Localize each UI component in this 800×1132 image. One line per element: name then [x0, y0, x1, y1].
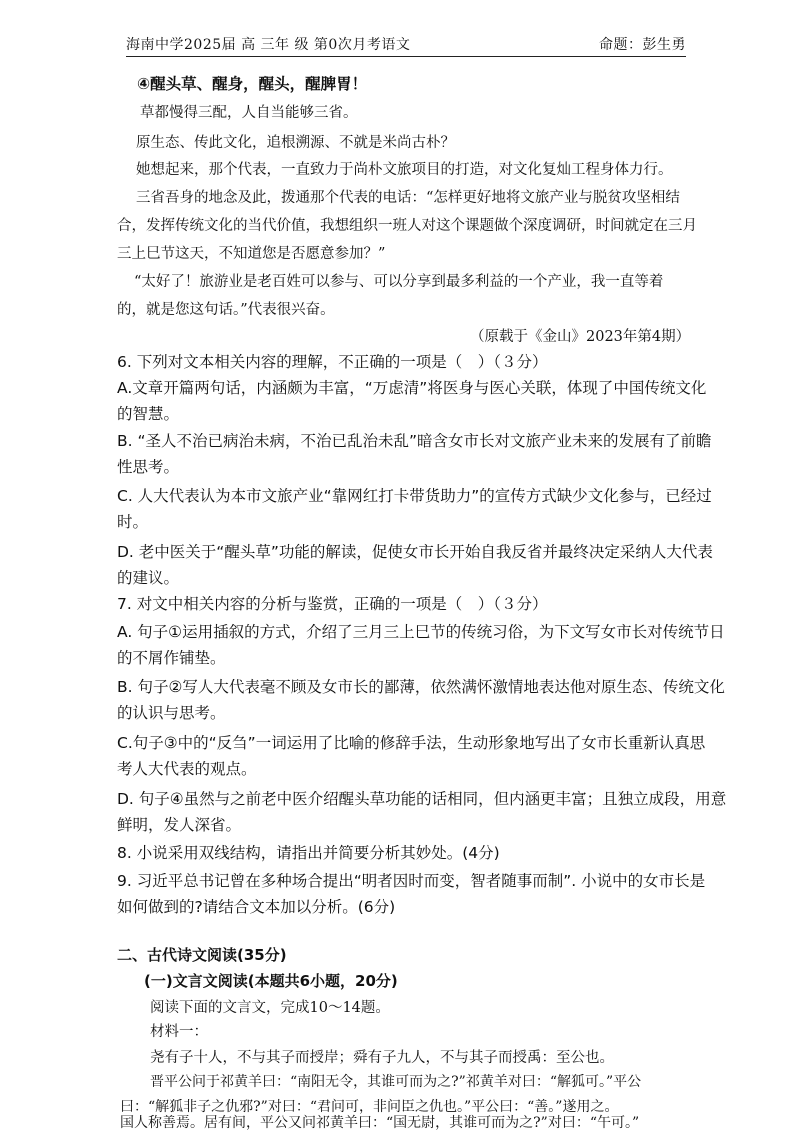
question-7-option-a-cont: 的不屑作铺垫。 — [117, 649, 226, 667]
question-6-option-b-cont: 性思考。 — [117, 458, 180, 476]
header-divider — [126, 56, 686, 57]
question-6-option-d: D. 老中医关于“醒头草”功能的解读，促使女市长开始自我反省并最终决定采纳人大代表 — [117, 543, 713, 561]
question-6-stem: 6. 下列对文本相关内容的理解，不正确的一项是（ ）（３分） — [117, 353, 548, 371]
story-line-9: 的，就是您这句话。”代表很兴奋。 — [117, 302, 335, 318]
question-6-option-a-cont: 的智慧。 — [117, 405, 180, 423]
question-6-option-c-cont: 时。 — [117, 513, 149, 531]
header-exam-title: 海南中学2025届 高 三年 级 第0次月考语文 — [126, 37, 411, 53]
reading-instruction: 阅读下面的文言文，完成10～14题。 — [150, 1000, 390, 1016]
question-7-stem: 7. 对文中相关内容的分析与鉴赏，正确的一项是（ ）（３分） — [117, 595, 548, 613]
question-9-cont: 如何做到的?请结合文本加以分析。(6分) — [117, 898, 396, 916]
story-line-3: 原生态、传此文化，追根溯源、不就是米尚古朴？ — [136, 135, 455, 151]
section-2-heading: 二、古代诗文阅读(35分) — [117, 946, 287, 964]
question-6-option-c: C. 人大代表认为本市文旅产业“靠网红打卡带货助力”的宣传方式缺少文化参与，已经过 — [117, 487, 712, 505]
story-line-5: 三省吾身的地念及此，拨通那个代表的电话：“怎样更好地将文旅产业与脱贫攻坚相结 — [136, 190, 680, 206]
question-7-option-b-cont: 的认识与思考。 — [117, 704, 226, 722]
story-line-7: 三上巳节这天，不知道您是否愿意参加？” — [117, 246, 386, 262]
story-line-1: ④醒头草、醒身，醒头，醒脾胃！ — [137, 75, 368, 93]
classical-line-1: 尧有子十人，不与其子而授岸；舜有子九人，不与其子而授禹：至公也。 — [150, 1050, 614, 1066]
question-6-option-b: B. “圣人不治已病治未病，不治已乱治未乱”暗含女市长对文旅产业未来的发展有了前瞻 — [117, 432, 712, 450]
question-6-option-a: A.文章开篇两句话，内涵颇为丰富，“万虑清”将医身与医心关联，体现了中国传统文化 — [117, 379, 707, 397]
question-7-option-c-cont: 考人大代表的观点。 — [117, 760, 257, 778]
source-note: （原载于《金山》2023年第4期） — [470, 329, 691, 345]
subsection-heading: (一)文言文阅读(本题共6小题，20分) — [144, 972, 398, 990]
story-line-2: 草都慢得三配，人自当能够三省。 — [140, 105, 358, 121]
question-7-option-d-cont: 鲜明，发人深省。 — [117, 816, 242, 834]
classical-line-3: 曰：“解狐非子之仇邪?”对曰：“君问可，非问臣之仇也。”平公曰：“善。”遂用之。 — [120, 1099, 619, 1115]
page-header — [126, 34, 686, 56]
story-line-6: 合，发挥传统文化的当代价值，我想组织一班人对这个课题做个深度调研，时间就定在三月 — [117, 218, 697, 234]
classical-line-2: 晋平公问于祁黄羊曰：“南阳无令，其谁可而为之?”祁黄羊对曰：“解狐可。”平公 — [150, 1074, 642, 1090]
story-line-4: 她想起来，那个代表，一直致力于尚朴文旅项目的打造，对文化复灿工程身体力行。 — [136, 162, 673, 178]
material-1-label: 材料一： — [150, 1024, 208, 1040]
question-7-option-b: B. 句子②写人大代表毫不顾及女市长的鄙薄，依然满怀激情地表达他对原生态、传统文化 — [117, 678, 725, 696]
question-6-option-d-cont: 的建议。 — [117, 569, 180, 587]
header-author: 命题：彭生勇 — [599, 37, 686, 53]
question-7-option-d: D. 句子④虽然与之前老中医介绍醒头草功能的话相同，但内涵更丰富；且独立成段，用意 — [117, 790, 727, 808]
question-7-option-a: A. 句子①运用插叙的方式，介绍了三月三上巳节的传统习俗，为下文写女市长对传统节日 — [117, 623, 725, 641]
question-7-option-c: C.句子③中的“反刍”一词运用了比喻的修辞手法，生动形象地写出了女市长重新认真思 — [117, 734, 706, 752]
question-9: 9. 习近平总书记曾在多种场合提出“明者因时而变，智者随事而制”. 小说中的女市长是 — [117, 872, 706, 890]
question-8: 8. 小说采用双线结构，请指出并简要分析其妙处。(4分) — [117, 844, 500, 862]
story-line-8: “太好了！旅游业是老百姓可以参与、可以分享到最多利益的一个产业，我一直等着 — [134, 274, 664, 290]
classical-line-4: 国人称善焉。居有间，平公又问祁黄羊曰：“国无尉，其谁可而为之?”对曰：“午可。” — [120, 1115, 640, 1131]
